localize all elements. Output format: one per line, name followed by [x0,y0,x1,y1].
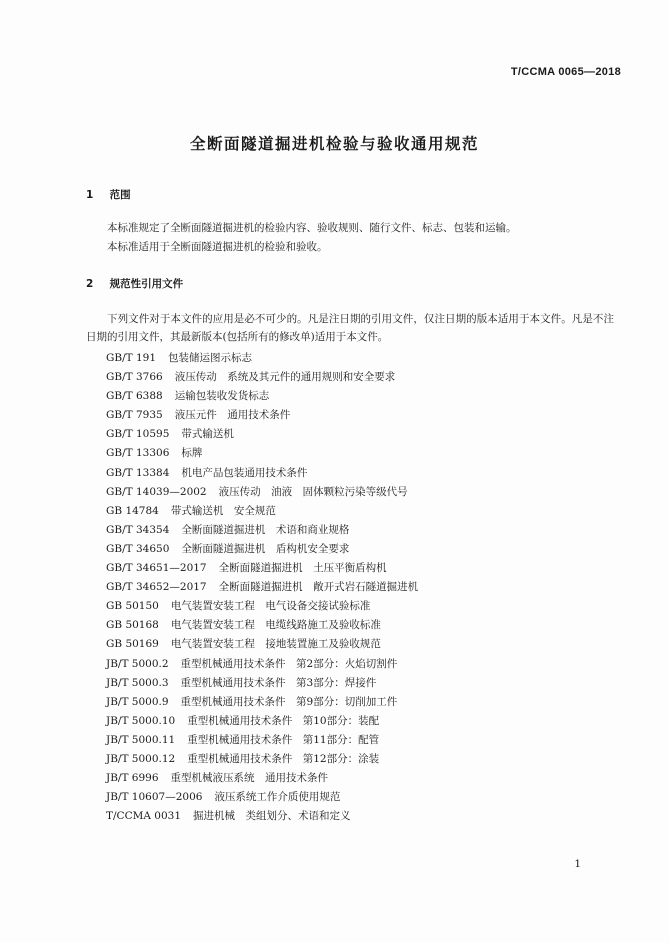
reference-code: GB/T 34354 [106,523,170,536]
reference-code: GB/T 34651—2017 [106,562,207,575]
reference-item [106,788,418,807]
reference-code: GB/T 34650 [106,542,170,555]
reference-code: GB/T 6388 [106,390,163,403]
reference-item [106,597,418,616]
reference-code: GB/T 34652—2017 [106,581,207,594]
section-1-title: 范围 [109,189,131,201]
reference-title: 电气装置安装工程 接地装置施工及验收规范 [170,638,381,651]
reference-item [106,807,418,826]
reference-item [106,521,418,540]
document-title: 全断面隧道掘进机检验与验收通用规范 [189,135,479,153]
reference-title: 运输包装收发货标志 [174,390,270,403]
reference-title: 包装储运图示标志 [168,352,253,364]
section-2-number: 2 [86,278,94,290]
reference-code: JB/T 5000.3 [106,676,169,689]
reference-item [106,559,418,578]
reference-item [106,406,418,425]
reference-title: 电气装置安装工程 电缆线路施工及验收标准 [170,619,381,632]
reference-title: 机电产品包装通用技术条件 [181,466,308,479]
reference-code: JB/T 5000.9 [106,695,169,708]
reference-title: 重型机械通用技术条件 第3部分：焊接件 [180,676,377,689]
reference-title: 全断面隧道掘进机 术语和商业规格 [181,523,350,536]
reference-code: GB 14784 [106,504,159,517]
reference-title: 电气装置安装工程 电气设备交接试验标准 [170,600,371,613]
reference-title: 重型机械通用技术条件 第12部分：涂装 [187,752,380,765]
reference-code: GB 50150 [106,600,159,613]
reference-code: JB/T 5000.11 [106,733,176,746]
reference-title: 带式输送机 [181,428,234,441]
standard-code: T/CCMA 0065—2018 [510,66,621,78]
reference-item [106,540,418,559]
reference-item [106,731,418,750]
section-2-heading [86,276,183,291]
reference-item [106,483,418,502]
reference-title: 标牌 [181,447,203,460]
reference-title: 液压系统工作介质使用规范 [214,791,341,804]
reference-code: GB/T 13384 [106,466,170,479]
reference-code: GB/T 7935 [106,409,163,422]
reference-item [106,425,418,444]
reference-title: 重型机械通用技术条件 第10部分：装配 [187,714,380,727]
section-2-intro: 下列文件对于本文件的应用是必不可少的。凡是注日期的引用文件，仅注日期的版本适用于本文件。凡是不注日期的引用文件，其最新版本(包括所有的修改单)适用于本文件。 [86,313,614,343]
reference-code: GB 50169 [106,638,159,651]
reference-item [106,502,418,521]
reference-title: 重型机械通用技术条件 第11部分：配管 [187,733,380,746]
reference-code: GB/T 13306 [106,447,170,460]
section-1-paragraph: 本标准适用于全断面隧道掘进机的检验和验收。 [107,241,328,253]
reference-title: 重型机械液压系统 通用技术条件 [170,772,329,785]
reference-title: 液压传动 系统及其元件的通用规则和安全要求 [174,371,396,384]
reference-item [106,464,418,483]
reference-item [106,616,418,635]
reference-item [106,578,418,597]
reference-code: JB/T 6996 [106,772,159,785]
reference-item [106,769,418,788]
reference-item [106,655,418,674]
reference-item [106,387,418,406]
reference-code: GB 50168 [106,619,159,632]
page-number: 1 [574,858,581,870]
reference-title: 带式输送机 安全规范 [170,504,276,517]
reference-item [106,444,418,463]
reference-title: 掘进机械 类组划分、术语和定义 [193,810,351,823]
section-1-paragraph: 本标准规定了全断面隧道掘进机的检验内容、验收规则、随行文件、标志、包装和运输。 [107,222,517,234]
reference-code: JB/T 5000.2 [106,657,169,670]
section-1-number: 1 [86,189,94,201]
reference-code: JB/T 5000.10 [106,714,176,727]
reference-title: 全断面隧道掘进机 盾构机安全要求 [181,542,350,555]
section-2-title: 规范性引用文件 [109,278,184,290]
reference-list [106,349,418,826]
reference-item [106,674,418,693]
reference-code: JB/T 10607—2006 [106,791,203,804]
reference-code: GB/T 10595 [106,428,170,441]
reference-item [106,712,418,731]
reference-title: 重型机械通用技术条件 第2部分：火焰切割件 [180,657,398,670]
reference-code: GB/T 14039—2002 [106,485,207,498]
reference-item [106,693,418,712]
section-1-heading [86,187,131,202]
reference-code: T/CCMA 0031 [106,810,182,823]
reference-title: 全断面隧道掘进机 敞开式岩石隧道掘进机 [218,581,419,594]
reference-item [106,349,418,368]
reference-item [106,750,418,769]
reference-title: 全断面隧道掘进机 土压平衡盾构机 [218,562,387,575]
reference-item [106,368,418,387]
reference-code: GB/T 3766 [106,371,163,384]
reference-item [106,635,418,654]
reference-code: GB/T 191 [106,352,157,364]
reference-title: 液压传动 油液 固体颗粒污染等级代号 [218,485,408,498]
reference-title: 重型机械通用技术条件 第9部分：切削加工件 [180,695,398,708]
reference-title: 液压元件 通用技术条件 [174,409,291,422]
reference-code: JB/T 5000.12 [106,752,176,765]
